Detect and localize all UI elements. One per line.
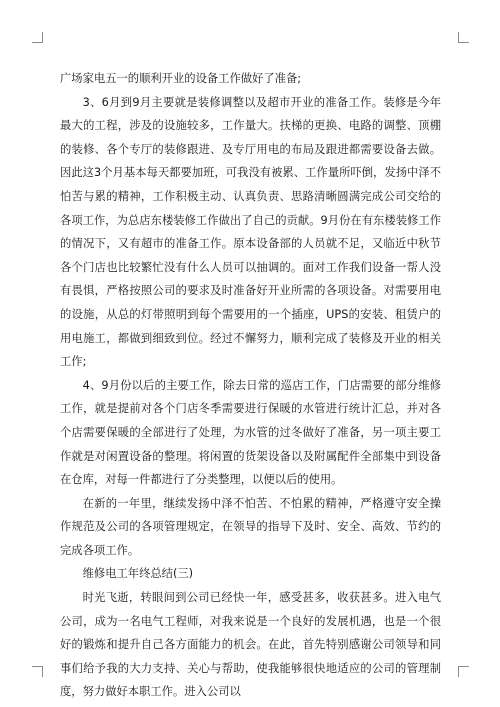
paragraph-item-4: 4、9月份以后的主要工作，除去日常的巡店工作，门店需要的部分维修工作，就是提前对各个门店冬季需要进行保暖的水管进行统计汇总，并对各个店需要保暖的全部进行了处理，为水管的过冬做好了准备，另一项主要工作就是对闲置设备的整理。将闲置的货架设备以及附属配件全部集中到设备在仓库，对每一件都进行了分类整理，以便以后的使用。 [60, 378, 441, 487]
crop-mark-top-right [458, 32, 469, 43]
section-heading: 维修电工年终总结(三) [82, 567, 194, 581]
crop-mark-bottom-left [32, 666, 43, 677]
paragraph-continuation: 广场家电五一的顺利开业的设备工作做好了准备; [60, 72, 302, 85]
paragraph-item-3: 3、6月到9月主要就是装修调整以及超市开业的准备工作。装修是今年最大的工程，涉及的设施较多，工作量大。扶梯的更换、电路的调整、顶棚的装修、各个专厅的装修跟进、及专厅用电的布局及跟进都需要设备去做。因此这3个月基本每天都要加班，可我没有被累、工作量所吓倒，发扬中泽不怕苦与累的精神，工作积极主动、认真负责、思路清晰圆满完成公司交给的各项工作，为总店东楼装修工作做出了自己的贡献。9月份在有东楼装修工作的情况下，又有超市的准备工作。原本设备部的人员就不足，又临近中秋节各个门店也比较繁忙没有什么人员可以抽调的。面对工作我们设备一帮人没有畏惧，严格按照公司的要求及时准备好开业所需的各项设备。对需要用电的设施，从总的灯带照明到每个需要用的一个插座，UPS的安装、租赁户的用电施工，都做到细致到位。经过不懈努力，顺利完成了装修及开业的相关工作; [60, 95, 441, 369]
crop-mark-top-left [32, 32, 43, 43]
document-body [60, 67, 441, 704]
crop-mark-bottom-right [458, 666, 469, 677]
paragraph-intro: 时光飞逝，转眼间到公司已经快一年，感受甚多，收获甚多。进入电气公司，成为一名电气工程师，对我来说是一个良好的发展机遇，也是一个很好的锻炼和提升自己各方面能力的机会。在此，首先特别感谢公司领导和同事们给予我的大力支持、关心与帮助，使我能够很快地适应的公司的管理制度，努力做好本职工作。进入公司以 [60, 591, 441, 699]
paragraph-new-year: 在新的一年里，继续发扬中泽不怕苦、不怕累的精神，严格遵守安全操作规范及公司的各项管理规定，在领导的指导下及时、安全、高效、节约的完成各项工作。 [60, 496, 441, 557]
